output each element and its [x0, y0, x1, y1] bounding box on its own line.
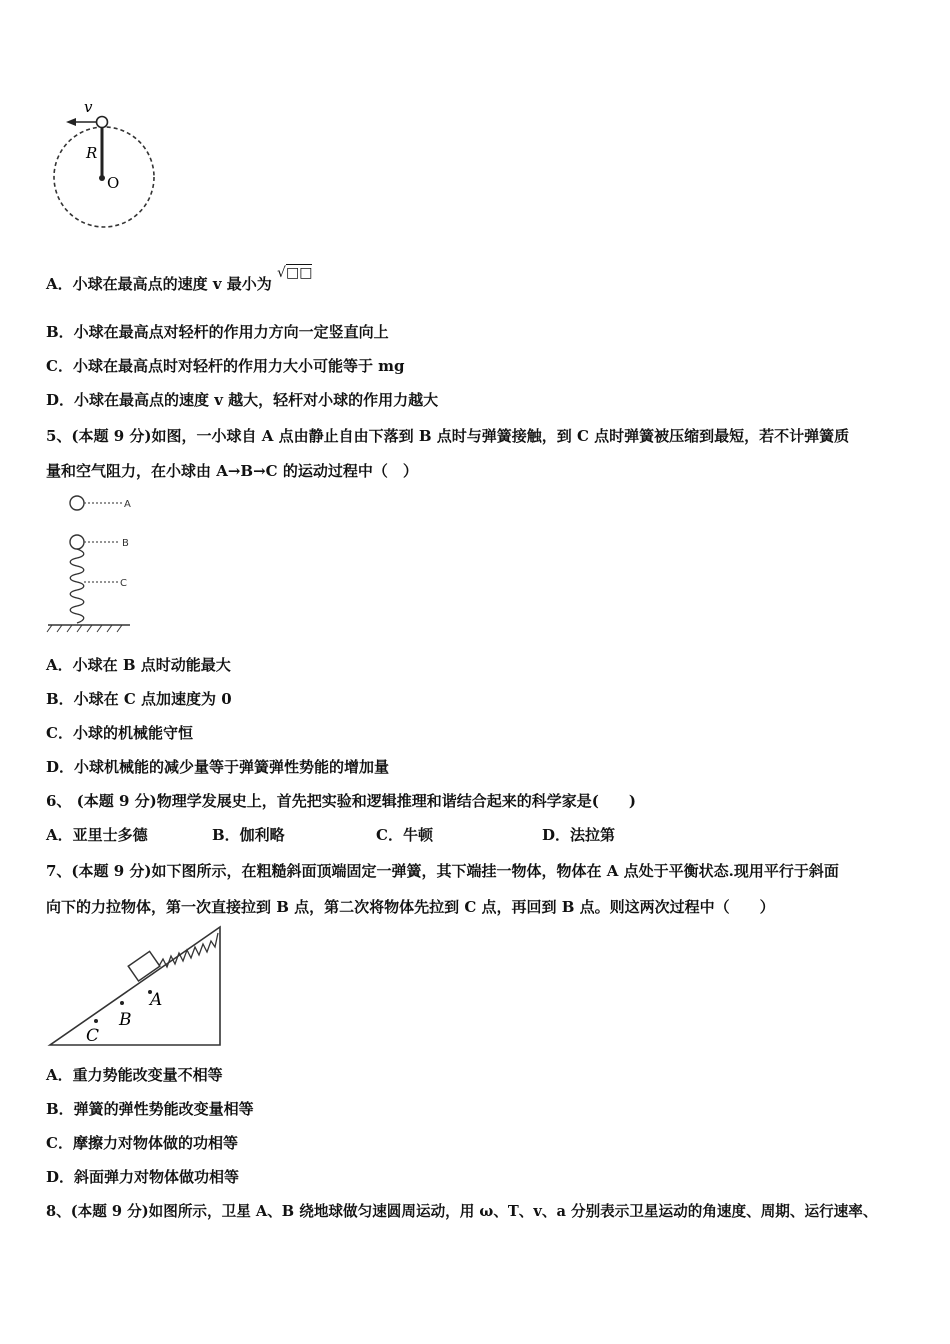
q7-option-d: D．斜面弹力对物体做功相等 [46, 1168, 240, 1186]
incline-spring-figure [46, 925, 226, 1050]
q5-option-a: A．小球在 B 点时动能最大 [46, 656, 231, 674]
incline-point-a-label: A [150, 990, 163, 1010]
point-b-label: B [122, 538, 129, 549]
q5-stem-line2: 量和空气阻力，在小球由 A→B→C 的运动过程中（ ） [46, 462, 418, 480]
q7-stem-line2: 向下的力拉物体，第一次直接拉到 B 点，第二次将物体先拉到 C 点，再回到 B 点。则这两次过程中（ ） [46, 898, 775, 916]
q6-option-d: D．法拉第 [542, 826, 616, 844]
q6-option-a: A．亚里士多德 [46, 826, 148, 844]
q6-stem: 6、 (本题 9 分)物理学发展史上，首先把实验和逻辑推理和谐结合起来的科学家是( ) [46, 792, 636, 810]
center-label: O [107, 174, 120, 192]
q8-stem-line1: 8、(本题 9 分)如图所示，卫星 A、B 绕地球做匀速圆周运动，用 ω、T、v、a 分别表示卫星运动的角速度、周期、运行速率、 [46, 1203, 878, 1220]
q7-option-b: B．弹簧的弹性势能改变量相等 [46, 1100, 254, 1118]
spring-drop-figure [46, 490, 146, 635]
q4-option-b: B．小球在最高点对轻杆的作用力方向一定竖直向上 [46, 323, 389, 341]
sqrt-expression: √□□ [277, 265, 313, 281]
q4-option-c: C．小球在最高点时对轻杆的作用力大小可能等于 mg [46, 357, 405, 375]
velocity-label: v [84, 98, 93, 116]
q6-option-c: C．牛顿 [376, 826, 433, 844]
q5-option-b: B．小球在 C 点加速度为 0 [46, 690, 232, 708]
point-a-label: A [124, 499, 131, 510]
q6-option-b: B．伽利略 [212, 826, 285, 844]
q6-options [46, 825, 926, 845]
radius-label: R [86, 144, 98, 162]
q7-stem-line1: 7、(本题 9 分)如下图所示，在粗糙斜面顶端固定一弹簧，其下端挂一物体，物体在 A 点处于平衡状态.现用平行于斜面 [46, 862, 839, 880]
q7-option-c: C．摩擦力对物体做的功相等 [46, 1134, 238, 1152]
circle-motion-figure [50, 92, 170, 242]
q4-option-a [46, 265, 313, 295]
point-c-label: C [120, 578, 127, 589]
q4-option-d: D．小球在最高点的速度 v 越大，轻杆对小球的作用力越大 [46, 391, 439, 409]
q5-option-d: D．小球机械能的减少量等于弹簧弹性势能的增加量 [46, 758, 390, 776]
incline-point-c-label: C [86, 1026, 100, 1046]
q5-option-c: C．小球的机械能守恒 [46, 724, 193, 742]
q7-option-a: A．重力势能改变量不相等 [46, 1066, 223, 1084]
q4-option-a-text: A．小球在最高点的速度 v 最小为 [46, 275, 272, 293]
sqrt-radicand: □□ [285, 265, 313, 281]
q5-stem-line1: 5、(本题 9 分)如图，一小球自 A 点由静止自由下落到 B 点时与弹簧接触，到 C 点时弹簧被压缩到最短，若不计弹簧质 [46, 427, 850, 445]
incline-point-b-label: B [119, 1010, 132, 1030]
